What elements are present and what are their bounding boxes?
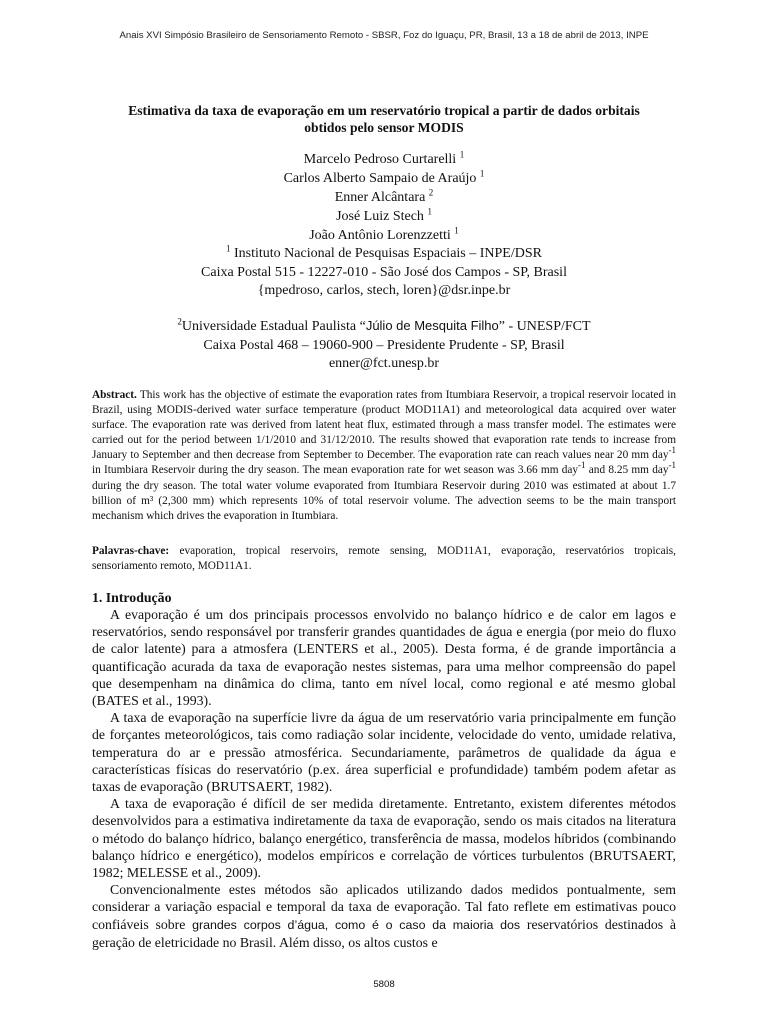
author: João Antônio Lorenzzetti $^1$	[309, 225, 459, 243]
keywords-label: Palavras-chave:	[92, 545, 170, 557]
author: Carlos Alberto Sampaio de Araújo $^1$	[283, 168, 485, 186]
section-heading: 1. Introdução	[92, 590, 172, 605]
title-line-2: obtidos pelo sensor MODIS	[304, 120, 464, 135]
abstract-label: Abstract.	[92, 389, 137, 401]
author: Marcelo Pedroso Curtarelli $^1$	[303, 149, 465, 167]
author: José Luiz Stech $^1$	[336, 206, 432, 224]
affiliation-email: {mpedroso, carlos, stech, loren}@dsr.inpe.br	[257, 283, 511, 298]
affiliation-1	[80, 245, 688, 301]
author-list	[80, 150, 688, 245]
keywords: Palavras-chave: evaporation, tropical reservoirs, remote sensing, MOD11A1, evaporação, reservatórios tropicais, sensoriamento remoto, MOD11A1.	[92, 545, 676, 573]
paragraph: A evaporação é um dos principais processos envolvido no balanço hídrico e de calor em lagos e reservatórios, sendo responsável por transferir grandes quantidades de água e energia (por meio do fluxo de calor latente) para a atmosfera (LENTERS et al., 2005). Desta forma, é de grande importância a quantificação acurada da taxa de evaporação nestes sistemas, para uma melhor compreensão do papel que desempenham na dinâmica do clima, tanto em nível local, como regional e até mesmo global (BATES et al., 1993).	[92, 607, 676, 709]
affiliation-email: enner@fct.unesp.br	[328, 356, 440, 371]
affiliation-name: $^1$ Instituto Nacional de Pesquisas Espaciais – INPE/DSR	[226, 243, 542, 261]
affiliation-name: $^2$Universidade Estadual Paulista “Júlio de Mesquita Filho” - UNESP/FCT	[177, 316, 591, 334]
affiliation-address: Caixa Postal 468 – 19060-900 – Presidente Prudente - SP, Brasil	[203, 337, 565, 353]
paragraph: A taxa de evaporação na superfície livre da água de um reservatório varia principalmente em função de forçantes meteorológicos, tais como radiação solar incidente, velocidade do vento, umidade relativa, temperatura do ar e pressão atmosférica. Secundariamente, parâmetros de qualidade da água e características físicas do reservatório (p.ex. área superficial e profundidade) também podem afetar as taxas de evaporação (BRUTSAERT, 1982).	[92, 710, 676, 795]
running-header: Anais XVI Simpósio Brasileiro de Sensoriamento Remoto - SBSR, Foz do Iguaçu, PR, Brasil, 13 a 18 de abril de 2013, INPE	[119, 30, 649, 41]
affiliation-address: Caixa Postal 515 - 12227-010 - São José dos Campos - SP, Brasil	[201, 264, 567, 280]
affiliation-2	[80, 317, 688, 374]
paper-title	[80, 102, 688, 136]
author: Enner Alcântara $^2$	[334, 187, 434, 205]
paragraph: A taxa de evaporação é difícil de ser medida diretamente. Entretanto, existem diferentes métodos desenvolvidos para a estimativa indiretamente da taxa de evaporação, sendo os mais citados na literatura o método do balanço hídrico, balanço energético, transferência de massa, modelos híbridos (combinando balanço hídrico e energético), modelos empíricos e correlação de vórtices turbulentos (BRUTSAERT, 1982; MELESSE et al., 2009).	[92, 796, 676, 881]
paragraph: Convencionalmente estes métodos são aplicados utilizando dados medidos pontualmente, sem considerar a variação espacial e temporal da taxa de evaporação. Tal fato reflete em estimativas pouco confiáveis sobre grandes corpos d’água, como é o caso da maioria dos reservatórios destinados à geração de eletricidade no Brasil. Além disso, os altos custos e	[92, 882, 676, 950]
page-number: 5808	[373, 979, 395, 990]
section-body	[92, 606, 676, 951]
abstract: Abstract. This work has the objective of estimate the evaporation rates from Itumbiara Reservoir, a tropical reservoir located in Brazil, using MODIS-derived water surface temperature (product MOD11A1) and meteorological data acquired over water surface. The evaporation rate was derived from latent heat flux, estimated through a mass transfer model. The estimates were carried out for the period between 1/1/2010 and 31/12/2010. The results showed that evaporation rate tends to increase from January to September and then decrease from September to December. The evaporation rate can reach values near 20 mm day$^{-1}$ in Itumbiara Reservoir during the dry season. The mean evaporation rate for wet season was 3.66 mm day$^{-1}$ and 8.25 mm day$^{-1}$ during the dry season. The total water volume evaporated from Itumbiara Reservoir during 2010 was estimated at about 1.7 billion of m³ (2,300 mm) which represents 10% of total reservoir volume. The advection seems to be the main transport mechanism which drives the evaporation in Itumbiara.	[92, 389, 677, 522]
title-line-1: Estimativa da taxa de evaporação em um reservatório tropical a partir de dados orbitais	[128, 103, 640, 118]
